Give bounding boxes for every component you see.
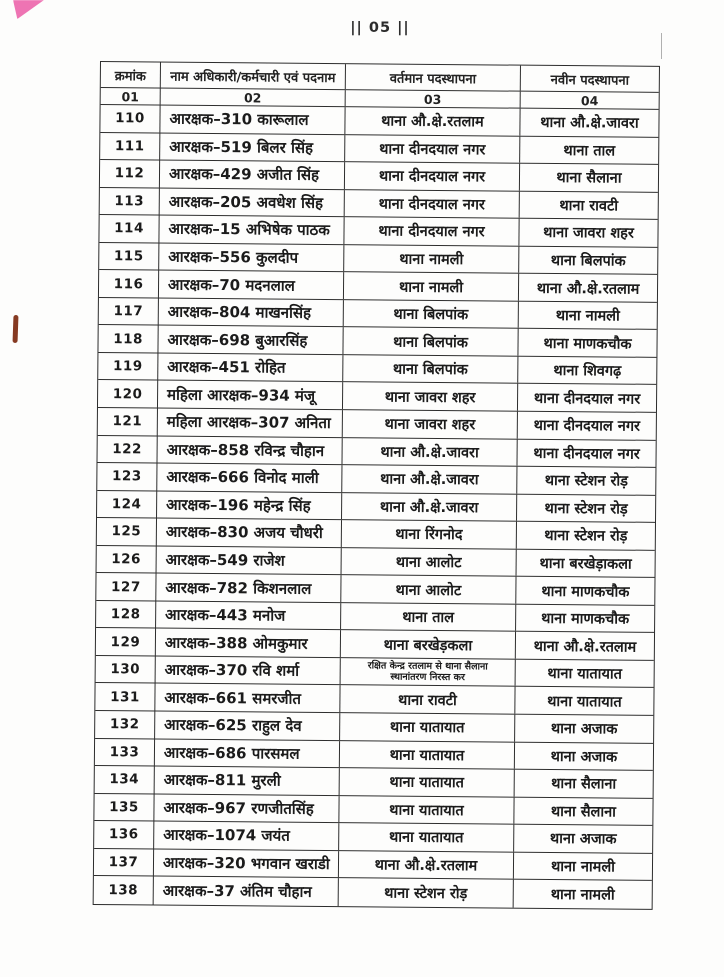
serial-cell: 122 [97,436,157,463]
current-posting-cell: रक्षित केन्द्र रतलाम से थाना सैलाना स्थानांतरण निरस्त कर [341,658,516,686]
serial-cell: 121 [98,408,158,435]
new-posting-cell: थाना माणकचौक [541,610,630,628]
name-cell: आरक्षक–320 भगवान खराडी [154,849,339,877]
serial-cell: 138 [94,876,154,904]
serial-cell: 136 [94,821,154,848]
table-body [94,105,659,909]
serial-cell: 129 [96,628,156,655]
name-cell: आरक्षक–388 ओमकुमार [156,629,341,657]
name-cell: आरक्षक–310 कारूलाल [160,106,345,134]
column-number: 02 [161,89,346,107]
header-current-posting: वर्तमान पदस्थापना [346,64,521,91]
name-cell: आरक्षक–804 माखनसिंह [159,298,344,326]
new-posting-cell: थाना बिलपांक [550,252,626,270]
name-cell: महिला आरक्षक–934 मंजू [158,381,343,409]
new-posting-cell: थाना सैलाना [550,803,617,821]
new-posting-cell: थाना औ.क्षे.जावरा [540,115,639,132]
serial-cell: 123 [97,463,157,490]
current-posting-cell: थाना बिलपांक [343,355,518,383]
new-posting-cell: थाना यातायात [547,666,622,683]
header-name: नाम अधिकारी/कर्मचारी एवं पदनाम [161,63,346,90]
new-posting-cell: थाना जावरा शहर [543,225,634,243]
serial-cell: 116 [99,270,159,297]
current-posting-cell: थाना दीनदयाल नगर [344,217,519,245]
serial-cell: 127 [96,573,156,600]
new-posting-cell: थाना स्टेशन रोड़ [544,500,628,518]
name-cell: आरक्षक–625 राहुल देव [155,712,340,740]
serial-cell: 130 [96,656,156,683]
table-row [94,876,652,908]
column-number: 04 [580,92,599,108]
new-posting-cell: थाना माणकचौक [541,583,630,601]
new-posting-cell: थाना औ.क्षे.रतलाम [533,638,637,656]
serial-cell: 114 [99,215,159,242]
name-cell: आरक्षक–698 बुआरसिंह [158,326,343,354]
column-number: 01 [101,88,161,105]
current-posting-cell: थाना यातायात [340,768,515,796]
new-posting-cell: थाना नामली [550,858,616,876]
serial-cell: 126 [97,546,157,573]
new-posting-cell: थाना नामली [550,887,615,904]
current-posting-cell: थाना बरखेड़कला [341,631,516,659]
current-posting-cell: थाना औ.क्षे.जावरा [342,465,517,493]
name-cell: आरक्षक–451 रोहित [158,353,343,381]
pink-corner-artifact [13,0,44,19]
current-posting-cell: थाना रावटी [340,686,515,714]
current-posting-cell: थाना औ.क्षे.रतलाम [339,851,514,879]
name-cell: आरक्षक–205 अवधेश सिंह [160,188,345,216]
new-posting-cell: थाना दीनदयाल नगर [533,418,641,436]
new-posting-cell: थाना शिवगढ़ [553,363,622,380]
serial-cell: 135 [94,794,154,821]
current-posting-cell: थाना यातायात [340,713,515,741]
new-posting-cell: थाना रावटी [559,197,619,215]
serial-cell: 111 [100,133,160,160]
transfer-table [93,61,660,910]
name-cell: आरक्षक–37 अंतिम चौहान [154,877,339,906]
name-cell: आरक्षक–70 मदनलाल [159,271,344,299]
name-cell: आरक्षक–661 समरजीत [155,684,340,712]
name-cell: आरक्षक–429 अजीत सिंह [160,161,345,189]
serial-cell: 115 [99,243,159,270]
new-posting-cell: थाना नामली [555,308,620,325]
name-cell: आरक्षक–666 विनोद माली [157,464,342,492]
new-posting-cell: थाना दीनदयाल नगर [533,390,641,408]
serial-cell: 120 [98,380,158,407]
name-cell: आरक्षक–556 कुलदीप [159,243,344,271]
current-posting-cell: थाना दीनदयाल नगर [345,162,520,190]
current-posting-cell: थाना ताल [341,603,516,631]
current-posting-cell: थाना दीनदयाल नगर [345,190,520,218]
name-cell: आरक्षक–15 अभिषेक पाठक [159,216,344,244]
scan-edge-line [661,33,662,59]
new-posting-cell: थाना सैलाना [556,170,622,187]
new-posting-cell: थाना ताल [563,142,616,160]
name-cell: आरक्षक–519 बिलर सिंह [160,133,345,161]
name-cell: आरक्षक–1074 जयंत [154,822,339,850]
name-cell: आरक्षक–967 रणजीतसिंह [154,794,339,822]
current-posting-cell: थाना रिंगनोद [342,520,517,548]
current-posting-cell: थाना नामली [344,245,519,273]
serial-cell: 110 [100,105,160,132]
name-cell: महिला आरक्षक–307 अनिता [158,409,343,437]
new-posting-cell: थाना औ.क्षे.रतलाम [536,280,640,298]
name-cell: आरक्षक–686 पारसमल [155,739,340,767]
current-posting-cell: थाना यातायात [339,823,514,851]
red-ink-mark [13,315,19,343]
header-new-posting: नवीन पदस्थापना [550,72,630,89]
serial-cell: 113 [100,188,160,215]
new-posting-cell: थाना बरखेड़ाकला [539,555,632,573]
column-number: 03 [346,90,521,108]
serial-cell: 117 [99,298,159,325]
name-cell: आरक्षक–549 राजेश [157,546,342,574]
name-cell: आरक्षक–830 अजय चौधरी [157,519,342,547]
current-posting-cell: थाना औ.क्षे.रतलाम [345,107,520,135]
serial-cell: 133 [95,739,155,766]
serial-cell: 119 [98,353,158,380]
current-posting-cell: थाना स्टेशन रोड़ [339,878,514,907]
serial-cell: 131 [95,683,155,710]
current-posting-cell: थाना नामली [344,272,519,300]
current-posting-cell: थाना जावरा शहर [343,410,518,438]
new-posting-cell: थाना अजाक [550,748,618,766]
name-cell: आरक्षक–370 रवि शर्मा [156,656,341,684]
name-cell: आरक्षक–858 रविन्द्र चौहान [157,436,342,464]
new-posting-cell: थाना यातायात [547,693,622,711]
new-posting-cell: थाना माणकचौक [543,335,632,353]
serial-cell: 132 [95,711,155,738]
current-posting-cell: थाना यातायात [340,741,515,769]
new-posting-cell: थाना दीनदयाल नगर [533,445,640,463]
name-cell: आरक्षक–443 मनोज [156,601,341,629]
new-posting-cell: थाना स्टेशन रोड़ [544,528,628,546]
name-cell: आरक्षक–782 किशनलाल [156,574,341,602]
current-posting-cell: थाना दीनदयाल नगर [345,135,520,163]
new-posting-cell: थाना अजाक [549,831,617,849]
current-posting-cell: थाना बिलपांक [344,300,519,328]
current-posting-cell: थाना आलोट [342,548,517,576]
new-posting-cell: थाना अजाक [550,721,618,738]
current-posting-cell: थाना आलोट [341,575,516,603]
serial-cell: 125 [97,518,157,545]
serial-cell: 118 [98,325,158,352]
new-posting-cell: थाना सैलाना [551,776,617,793]
new-posting-cell: थाना स्टेशन रोड़ [544,473,629,490]
current-posting-cell: थाना यातायात [339,796,514,824]
serial-cell: 112 [100,160,160,187]
serial-cell: 137 [94,849,154,876]
serial-cell: 124 [97,491,157,518]
serial-cell: 134 [95,766,155,793]
current-posting-cell: थाना औ.क्षे.जावरा [342,438,517,466]
page-number: || 05 || [350,20,410,36]
name-cell: आरक्षक–196 महेन्द्र सिंह [157,491,342,519]
header-serial: क्रमांक [101,62,161,88]
current-posting-cell: थाना औ.क्षे.जावरा [342,493,517,521]
name-cell: आरक्षक–811 मुरली [155,767,340,795]
current-posting-cell: थाना बिलपांक [343,328,518,356]
serial-cell: 128 [96,601,156,628]
current-posting-cell: थाना जावरा शहर [343,383,518,411]
